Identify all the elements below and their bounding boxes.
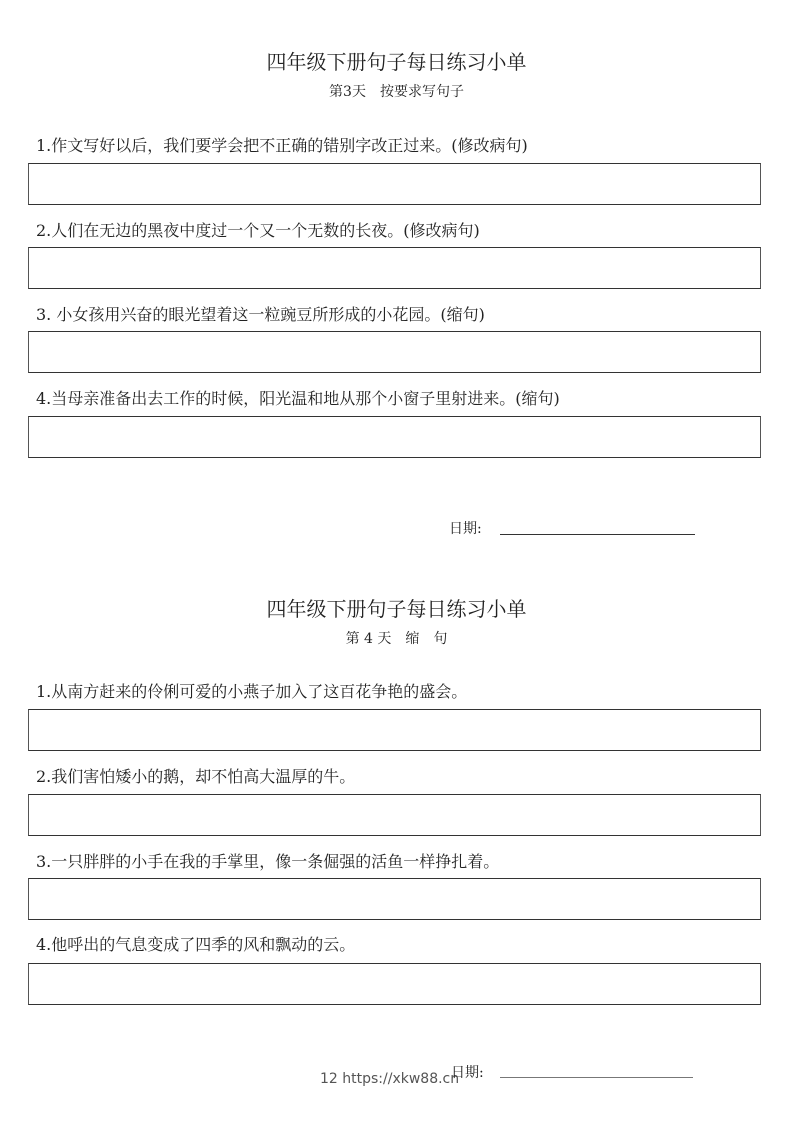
answer-box[interactable] xyxy=(28,163,761,205)
date-label: 日期: xyxy=(451,1065,484,1081)
sheet-subtitle: 第3天 按要求写句子 xyxy=(329,84,464,100)
question-text: 4.他呼出的气息变成了四季的风和飘动的云。 xyxy=(36,935,356,954)
answer-box[interactable] xyxy=(28,963,761,1005)
question-text: 2.人们在无边的黑夜中度过一个又一个无数的长夜。(修改病句) xyxy=(36,221,480,240)
question-text: 4.当母亲准备出去工作的时候，阳光温和地从那个小窗子里射进来。(缩句) xyxy=(36,389,560,408)
sheet-subtitle: 第 4 天 缩 句 xyxy=(345,631,448,647)
answer-box[interactable] xyxy=(28,709,761,751)
page-footer: 12 https://xkw88.cn xyxy=(320,1071,460,1087)
question-text: 3.一只胖胖的小手在我的手掌里，像一条倔强的活鱼一样挣扎着。 xyxy=(36,852,500,871)
question-text: 3. 小女孩用兴奋的眼光望着这一粒豌豆所形成的小花园。(缩句) xyxy=(36,305,485,324)
sheet-title: 四年级下册句子每日练习小单 xyxy=(266,50,527,74)
question-text: 1.作文写好以后，我们要学会把不正确的错别字改正过来。(修改病句) xyxy=(36,136,528,155)
question-text: 2.我们害怕矮小的鹅，却不怕高大温厚的牛。 xyxy=(36,767,356,786)
sheet-title: 四年级下册句子每日练习小单 xyxy=(266,597,527,621)
date-input-line[interactable] xyxy=(500,534,695,535)
answer-box[interactable] xyxy=(28,331,761,373)
answer-box[interactable] xyxy=(28,416,761,458)
date-label: 日期: xyxy=(449,521,482,537)
answer-box[interactable] xyxy=(28,247,761,289)
question-text: 1.从南方赶来的伶俐可爱的小燕子加入了这百花争艳的盛会。 xyxy=(36,682,468,701)
answer-box[interactable] xyxy=(28,794,761,836)
date-input-line[interactable] xyxy=(500,1077,693,1078)
answer-box[interactable] xyxy=(28,878,761,920)
